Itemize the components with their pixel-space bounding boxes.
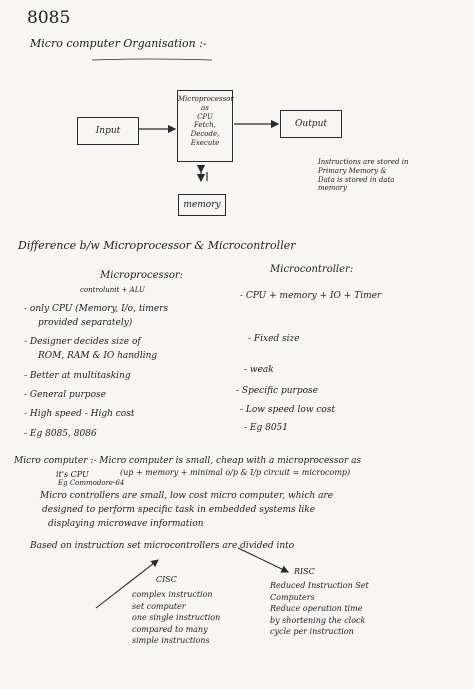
risc-line: Computers (270, 592, 315, 602)
page-title: 8085 (27, 8, 71, 28)
note-displaying: displaying microwave information (48, 519, 204, 529)
note-line: memory (318, 184, 347, 193)
section-heading-organisation: Micro computer Organisation :- (30, 37, 207, 50)
note-microcomp-formula: (up + memory + minimal o/p & I/p circuit = microcomp) (120, 468, 351, 477)
mp-item: - Designer decides size of (24, 337, 141, 347)
risc-line: Reduced Instruction Set (270, 581, 369, 590)
mc-item: - CPU + memory + IO + Timer (240, 291, 382, 301)
risc-line: Reduce operation time (270, 604, 363, 614)
mp-item: provided separately) (38, 318, 133, 328)
output-label: Output (295, 119, 327, 129)
microprocessor-heading: Microprocessor: (100, 270, 183, 281)
note-designed: designed to perform specific task in embedded systems like (42, 505, 316, 515)
mp-item: - General purpose (24, 390, 106, 400)
arrow-to-risc (238, 548, 288, 572)
risc-line: cycle per instruction (270, 627, 354, 637)
cisc-description (132, 589, 220, 647)
note-line: Instructions are stored in (318, 158, 409, 166)
microprocessor-subnote: controlunit + ALU (80, 286, 145, 294)
cpu-line: Fetch, (193, 121, 217, 130)
memory-note (318, 158, 409, 193)
cpu-line: CPU (197, 112, 213, 121)
mc-item: - weak (244, 365, 274, 375)
input-label: Input (95, 126, 121, 136)
cpu-line: Decode, (190, 130, 220, 138)
difference-heading: Difference b/w Microprocessor & Microcontroller (18, 239, 296, 252)
note-microcontrollers: Micro controllers are small, low cost micro computer, which are (40, 491, 334, 501)
note-example: Eg Commodore-64 (58, 479, 125, 487)
cisc-line: set computer (132, 601, 186, 611)
note-cpu: it's CPU (56, 470, 89, 479)
cisc-line: compared to many (132, 624, 208, 634)
mp-item: - Eg 8085, 8086 (24, 429, 97, 439)
cisc-line: one single instruction (132, 613, 221, 623)
note-line: Data is stored in data (318, 175, 395, 184)
cpu-line: Microprocessor (178, 95, 234, 103)
mp-item: ROM, RAM & IO handling (38, 351, 158, 361)
mp-item: - High speed - High cost (24, 409, 135, 419)
mp-item: - Better at multitasking (24, 371, 131, 381)
note-microcomputer: Micro computer :- Micro computer is small, cheap with a microprocessor as (14, 456, 362, 466)
cisc-title: CISC (156, 575, 177, 584)
mc-item: - Specific purpose (236, 386, 318, 396)
heading-underline (92, 59, 212, 60)
risc-title: RISC (294, 567, 315, 576)
mc-item: - Fixed size (248, 334, 300, 344)
cisc-line: complex instruction (132, 590, 213, 599)
cpu-line: Execute (190, 138, 220, 147)
microcontroller-heading: Microcontroller: (270, 264, 354, 275)
mp-item: - only CPU (Memory, I/o, timers (24, 304, 169, 314)
note-line: Primary Memory & (318, 166, 387, 175)
risc-line: by shortening the clock (270, 615, 366, 625)
cisc-line: simple instructions (132, 636, 210, 646)
note-classification: Based on instruction set microcontrollers are divided into (30, 541, 295, 551)
mc-item: - Low speed low cost (240, 405, 336, 415)
memory-label: memory (183, 200, 221, 210)
cpu-line: as (201, 103, 209, 112)
mc-item: - Eg 8051 (244, 423, 288, 433)
risc-description (270, 580, 369, 638)
